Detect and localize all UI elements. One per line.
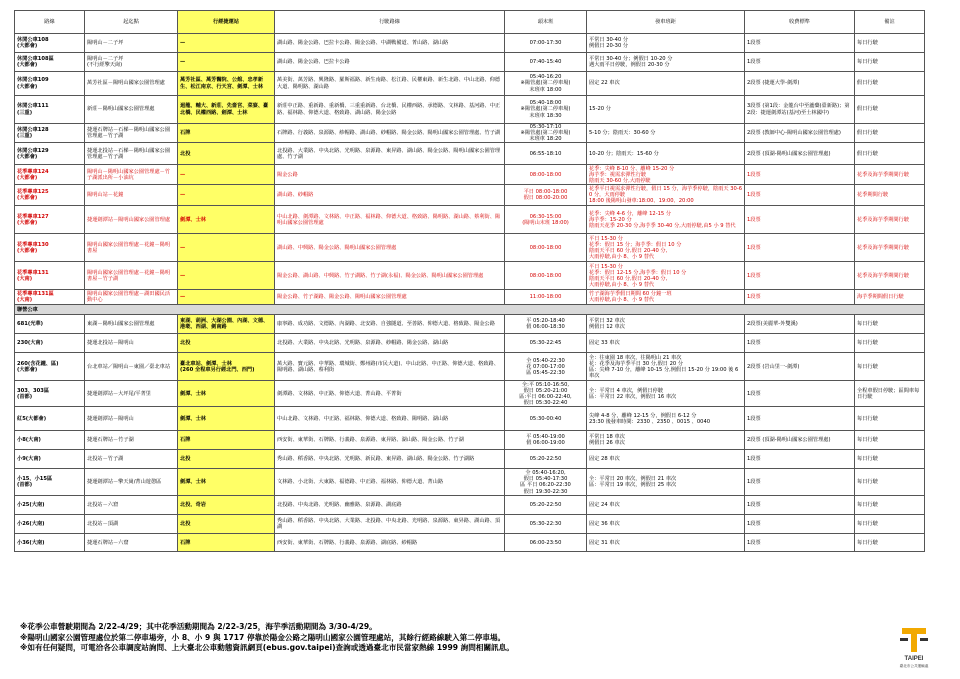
express-stations: — bbox=[178, 53, 275, 72]
header-stops: 行駛路線 bbox=[275, 11, 505, 34]
route-terminals: 捷運劍潭站－陽明山國家公園管理處 bbox=[85, 206, 178, 234]
express-stations: 石牌 bbox=[178, 431, 275, 450]
footnotes bbox=[20, 622, 780, 654]
headway: 平日 15-30 分 花季：假日 12-15 分,海芋季：假日 10 分 陰雨天平日 60 分,假日 20-40 分, 大雨停駛,由小 8、小 9 替代 bbox=[587, 262, 745, 290]
table-row bbox=[15, 450, 925, 469]
express-stations: — bbox=[178, 185, 275, 206]
route-stops: 秀山路、稻香路、中央北路、大業路、北投路、中央北路、光明路、泉源路、東昇路、湖山路、頂湖 bbox=[275, 515, 505, 534]
fare: 2段票(美麗華-外雙溪) bbox=[745, 315, 855, 334]
header-route: 路線 bbox=[15, 11, 85, 34]
route-stops: 湖山路、紗帽路 bbox=[275, 185, 505, 206]
route-terminals: 萬芳社區－陽明山國家公園管理處 bbox=[85, 72, 178, 96]
headway: 全：平常日 4 車次，例假日停駛 區：平常日 22 車次，例假日 16 車次 bbox=[587, 381, 745, 407]
headway: 固定 28 車次 bbox=[587, 450, 745, 469]
note: 每日行駛 bbox=[855, 407, 925, 431]
header-headway: 發車班距 bbox=[587, 11, 745, 34]
fare: 1段票 bbox=[745, 34, 855, 53]
route-terminals: 陽明山國家公園管理處－花鐘－陽明書屋－竹子湖 bbox=[85, 262, 178, 290]
headway: 固定 33 車次 bbox=[587, 334, 745, 353]
note: 每日行駛 bbox=[855, 431, 925, 450]
route-terminals: 捷運北投站－陽明山 bbox=[85, 334, 178, 353]
express-stations: 劍潭、士林 bbox=[178, 469, 275, 496]
note: 花季及海芋季期間行駛 bbox=[855, 165, 925, 185]
header-terminals: 起迄點 bbox=[85, 11, 178, 34]
note: 每日行駛 bbox=[855, 334, 925, 353]
express-stations: — bbox=[178, 262, 275, 290]
note: 全程車假日停駛；區間車每日行駛 bbox=[855, 381, 925, 407]
table-row bbox=[15, 206, 925, 234]
express-stations: 劍潭、士林 bbox=[178, 381, 275, 407]
route-stops: 湖山路、陽金公路、巴拉卡公路 bbox=[275, 53, 505, 72]
headway: 平常日 30-40 分 例假日 20-30 分 bbox=[587, 34, 745, 53]
headway: 5-10 分；陰雨天：30-60 分 bbox=[587, 124, 745, 143]
route-name: 小15、小15區 (首都) bbox=[15, 469, 85, 496]
service-times: 平 05:20-18:40 假 06:00-18:30 bbox=[505, 315, 587, 334]
table-row bbox=[15, 96, 925, 124]
headway: 固定 24 車次 bbox=[587, 496, 745, 515]
fare: 1段票 bbox=[745, 515, 855, 534]
route-name: 花季專車124 (大都會) bbox=[15, 165, 85, 185]
headway: 花季平日視需求彈性行駛，假日 15 分，海芋季停駛，陰雨天 30-60 分，大雨停駛 18:00 後陽明山發車:18:00、19:00、20:00 bbox=[587, 185, 745, 206]
fare: 1段票 bbox=[745, 334, 855, 353]
route-stops: 西安街、東華街、石牌路、行義路、泉源路、湖底路、紗帽路 bbox=[275, 534, 505, 552]
headway: 固定 36 車次 bbox=[587, 515, 745, 534]
route-terminals: 陽明山－二子坪 bbox=[85, 34, 178, 53]
route-terminals: 陽明山站－花鐘 bbox=[85, 185, 178, 206]
headway: 15-20 分 bbox=[587, 96, 745, 124]
service-times: 05:30-00:40 bbox=[505, 407, 587, 431]
table-row bbox=[15, 34, 925, 53]
note: 每日行駛 bbox=[855, 353, 925, 381]
fare: 1段票 bbox=[745, 185, 855, 206]
route-name: 小25(大南) bbox=[15, 496, 85, 515]
table-row bbox=[15, 72, 925, 96]
route-name: 小9(大南) bbox=[15, 450, 85, 469]
express-stations: 劍潭、士林 bbox=[178, 407, 275, 431]
note: 每日行駛 bbox=[855, 450, 925, 469]
fare: 2段票 (教師中心-陽明山國家公園管理處) bbox=[745, 124, 855, 143]
express-stations: 北投 bbox=[178, 334, 275, 353]
service-times: 全 05:40-16:20, 假日 05:40-17:30 區 平日 06:20-22:30 假日 19:30-22:30 bbox=[505, 469, 587, 496]
note: 假日行駛 bbox=[855, 143, 925, 165]
headway: 竹子湖海芋季假日期間 60 分鐘一班 大雨停駛,由小 8、小 9 替代 bbox=[587, 290, 745, 305]
route-stops: 陽金公路、湖山路、中興路、竹子湖路、竹子湖(永福)、陽金公路、陽明山國家公園管理處 bbox=[275, 262, 505, 290]
note: 每日行駛 bbox=[855, 534, 925, 552]
footnote-season: ※花季公車營駛期間為 2/22-4/29；其中花季活動期間為 2/22-3/25，海芋季活動期間為 3/30-4/29。 bbox=[20, 622, 377, 631]
route-name: 休閒公車129 (大都會) bbox=[15, 143, 85, 165]
route-name: 紅5(大都會) bbox=[15, 407, 85, 431]
table-row bbox=[15, 381, 925, 407]
route-terminals: 捷運石牌站－竹子湖 bbox=[85, 431, 178, 450]
route-stops: 西安街、東華街、石牌路、行義路、泉源路、東昇路、湖山路、陽金公路、竹子湖 bbox=[275, 431, 505, 450]
express-stations: 北投、奇岩 bbox=[178, 496, 275, 515]
table-row bbox=[15, 143, 925, 165]
headway: 全：平常日 20 車次，例假日 21 車次 區：平常日 19 車次，例假日 25 車次 bbox=[587, 469, 745, 496]
route-stops: 秀山路、稻香路、中央北路、光明路、新民路、東昇路、湖山路、陽金公路、竹子湖路 bbox=[275, 450, 505, 469]
route-name: 花季專車131 (大南) bbox=[15, 262, 85, 290]
table-row bbox=[15, 469, 925, 496]
express-stations: — bbox=[178, 290, 275, 305]
express-stations: — bbox=[178, 34, 275, 53]
taipei-transport-logo bbox=[898, 626, 930, 666]
route-name: 小36(大南) bbox=[15, 534, 85, 552]
table-header-row bbox=[15, 11, 925, 34]
headway: 固定 31 車次 bbox=[587, 534, 745, 552]
route-stops: 劍潭路、文林路、中正路、仰德大道、菁山路、平菁街 bbox=[275, 381, 505, 407]
route-stops: 石牌路、行義路、泉源路、紗帽路、湖山路、紗帽路、陽金公路、陽明山國家公園管理處、竹子湖 bbox=[275, 124, 505, 143]
route-name: 小26(大南) bbox=[15, 515, 85, 534]
service-times: 06:00-23:50 bbox=[505, 534, 587, 552]
table-row bbox=[15, 315, 925, 334]
route-stops: 新莊中正路、重新路、重新橋、三重重新路、台北橋、民權西路、承德路、文林路、基河路、中正路、福林路、仰德大道、格致路、湖山路、陽金公路 bbox=[275, 96, 505, 124]
section-row bbox=[15, 305, 925, 315]
header-express: 行經捷運站 bbox=[178, 11, 275, 34]
header-fare: 收費標準 bbox=[745, 11, 855, 34]
fare: 1段票 bbox=[745, 262, 855, 290]
route-terminals: 陽明山－陽明山國家公園管理處－竹子湖派出所－小油坑 bbox=[85, 165, 178, 185]
headway: 尖峰 4-8 分，離峰 12-15 分，例假日 6-12 分 23:30 後發車時間：2330 、2350 、0015 、0040 bbox=[587, 407, 745, 431]
table-row bbox=[15, 185, 925, 206]
service-times: 06:55-18:10 bbox=[505, 143, 587, 165]
service-times: 05:30-17:10 ※陽管處(第二停車場) 末班車 18:20 bbox=[505, 124, 587, 143]
service-times: 08:00-18:00 bbox=[505, 165, 587, 185]
headway: 平常日 32 車次 例假日 12 車次 bbox=[587, 315, 745, 334]
express-stations: 劍潭、士林 bbox=[178, 206, 275, 234]
route-terminals: 陽明山國家公園管理處－花鐘－陽明書屋 bbox=[85, 234, 178, 262]
section-label: 聯營公車 bbox=[15, 305, 925, 315]
service-times: 08:00-18:00 bbox=[505, 234, 587, 262]
fare: 1段票 bbox=[745, 407, 855, 431]
service-times: 平日 08:00-18:00 假日 08:00-20:00 bbox=[505, 185, 587, 206]
fare: 2段票 (頂湖-陽明山國家公園管理處) bbox=[745, 431, 855, 450]
route-terminals: 北投站－頂湖 bbox=[85, 515, 178, 534]
route-stops: 湖山路、中興路、陽金公路、陽明山國家公園管理處 bbox=[275, 234, 505, 262]
route-terminals: 捷運石牌站－石梯－陽明山國家公園管理處－竹子湖 bbox=[85, 124, 178, 143]
route-name: 花季專車130 (大都會) bbox=[15, 234, 85, 262]
route-terminals: 新莊－陽明山國家公園管理處 bbox=[85, 96, 178, 124]
fare: 1段票 bbox=[745, 206, 855, 234]
fare: 1段票 bbox=[745, 381, 855, 407]
express-stations: 北投 bbox=[178, 450, 275, 469]
headway: 花季：尖峰 8-10 分、離峰 15-20 分 海芋季：視需求彈性行駛 陰雨天 30-60 分,大雨停駛 bbox=[587, 165, 745, 185]
service-times: 05:40-18:00 ※陽管處(第二停車場) 末班車 18:30 bbox=[505, 96, 587, 124]
service-times: 05:40-16:20 ※陽管處(第二停車場) 末班車 18:00 bbox=[505, 72, 587, 96]
service-times: 07:00-17:30 bbox=[505, 34, 587, 53]
fare: 2段票 (岩山里一-劍潭) bbox=[745, 353, 855, 381]
note: 花季期間行駛 bbox=[855, 185, 925, 206]
route-stops: 萬美街、萬芳路、興隆路、羅斯福路、新生南路、松江路、民權東路、新生北路、中山北路、仰德大道、陽明路、湖山路 bbox=[275, 72, 505, 96]
fare: 1段票 bbox=[745, 234, 855, 262]
bus-schedule-table bbox=[14, 10, 925, 552]
fare: 1段票 bbox=[745, 469, 855, 496]
note: 假日行駛 bbox=[855, 96, 925, 124]
express-stations: 萬芳社區、萬芳醫院、公館、忠孝新生、松江南京、行天宮、劍潭、士林 bbox=[178, 72, 275, 96]
fare: 1段票 bbox=[745, 53, 855, 72]
route-terminals: 台北車站／陽明山－東園／臺北車站 bbox=[85, 353, 178, 381]
service-times: 07:40-15:40 bbox=[505, 53, 587, 72]
service-times: 06:30-15:00 (陽明山末班 18:00) bbox=[505, 206, 587, 234]
table-row bbox=[15, 353, 925, 381]
route-terminals: 陽明山－二子坪 (不行經擎天崗) bbox=[85, 53, 178, 72]
route-name: 花季專車127 (大都會) bbox=[15, 206, 85, 234]
table-body bbox=[15, 34, 925, 552]
route-stops: 萬大路、寶元路、中華路、環城街、鄭州路(市民大道)、中山北路、中正路、仰德大道、格致路、陽明路、湖山路、蔡利街 bbox=[275, 353, 505, 381]
fare: 2段票 (捷運大學-劍潭) bbox=[745, 72, 855, 96]
express-stations: — bbox=[178, 234, 275, 262]
route-stops: 中山北路、劍潭路、文林路、中正路、福林路、仰德大道、格致路、陽明路、湖山路、蔡利街、陽明山國家公園管理處 bbox=[275, 206, 505, 234]
route-terminals: 捷運劍潭站－陽明山 bbox=[85, 407, 178, 431]
route-stops: 湖山路、陽金公路、巴拉卡公路、陽金公路、中湖戰備道、菁山路、湖山路 bbox=[275, 34, 505, 53]
route-terminals: 陽明山國家公園管理處－湖田國民活動中心 bbox=[85, 290, 178, 305]
route-name: 681(光華) bbox=[15, 315, 85, 334]
note: 每日行駛 bbox=[855, 496, 925, 515]
service-times: 全:平 05:10-16:50, 假日 05:20-21:00 區:平日 06:00-22:40, 假日 05:30-22:40 bbox=[505, 381, 587, 407]
note: 花季及海芋季期間行駛 bbox=[855, 234, 925, 262]
table-row bbox=[15, 334, 925, 353]
headway: 全：往東園 18 車次，往陽明山 21 車次 花：花季及海芋季平日 30 分,假日 20 分 區：尖峰 7-10 分，離峰 10-15 分,例假日 15-20 分 19:00 後 6 車次 bbox=[587, 353, 745, 381]
fare: 2段票 (頂湖-陽明山國家公園管理處) bbox=[745, 143, 855, 165]
service-times: 05:20-22:50 bbox=[505, 496, 587, 515]
route-name: 休閒公車109 (大都會) bbox=[15, 72, 85, 96]
route-name: 303、303區 (首都) bbox=[15, 381, 85, 407]
headway: 平常日 18 車次 例假日 26 車次 bbox=[587, 431, 745, 450]
header-note: 備註 bbox=[855, 11, 925, 34]
route-name: 休閒公車111 (三重) bbox=[15, 96, 85, 124]
table-row bbox=[15, 515, 925, 534]
express-stations: — bbox=[178, 165, 275, 185]
headway: 花季：尖峰 4-6 分，離峰 12-15 分 海芋季：15-20 分 陰雨天花季 20-30 分,海芋季 30-40 分,大雨停駛,由5 小 9 替代 bbox=[587, 206, 745, 234]
table-row bbox=[15, 534, 925, 552]
headway: 平常日 30-40 分；例假日 10-20 分 遇大雨平日停駛，例假日 20-30 分 bbox=[587, 53, 745, 72]
route-name: 小8(大南) bbox=[15, 431, 85, 450]
note: 海芋季期間假日行駛 bbox=[855, 290, 925, 305]
route-stops: 北投路、中央北路、光明路、幽雅路、泉源路、湖底路 bbox=[275, 496, 505, 515]
note: 花季及海芋季期間行駛 bbox=[855, 262, 925, 290]
note: 每日行駛 bbox=[855, 515, 925, 534]
table-row bbox=[15, 431, 925, 450]
fare: 1段票 bbox=[745, 165, 855, 185]
route-stops: 北投路、大業路、中央北路、光明路、泉源路、東昇路、湖山路、陽金公路、陽明山國家公園管理處、竹子湖 bbox=[275, 143, 505, 165]
note: 每日行駛 bbox=[855, 315, 925, 334]
express-stations: 北投 bbox=[178, 515, 275, 534]
route-stops: 陽金公路 bbox=[275, 165, 505, 185]
logo-caption: 臺北市公共運輸處 bbox=[899, 664, 929, 668]
fare: 1段票 bbox=[745, 290, 855, 305]
note: 每日行駛 bbox=[855, 34, 925, 53]
route-name: 花季專車131區 (大南) bbox=[15, 290, 85, 305]
logo-wordmark: TAIPEI bbox=[904, 656, 924, 662]
route-stops: 中山北路、文林路、中正路、福林路、仰德大道、格致路、陽明路、湖山路 bbox=[275, 407, 505, 431]
express-stations: 北投 bbox=[178, 143, 275, 165]
header-times: 頭末班 bbox=[505, 11, 587, 34]
route-stops: 北投路、大業路、中央北路、光明路、泉源路、紗帽路、陽金公路、湖山路 bbox=[275, 334, 505, 353]
service-times: 11:00-18:00 bbox=[505, 290, 587, 305]
express-stations: 東湖、葫洲、大湖公園、內湖、文德、港墘、西湖、劍南路 bbox=[178, 315, 275, 334]
route-name: 230(大南) bbox=[15, 334, 85, 353]
headway: 10-20 分；陰雨天：15-60 分 bbox=[587, 143, 745, 165]
headway: 固定 22 車次 bbox=[587, 72, 745, 96]
route-stops: 文林路、小北街、大東路、福德路、中正路、福林路、仰德大道、菁山路 bbox=[275, 469, 505, 496]
table-row bbox=[15, 165, 925, 185]
route-terminals: 北投站－竹子湖 bbox=[85, 450, 178, 469]
service-times: 05:30-22:30 bbox=[505, 515, 587, 534]
route-terminals: 捷運北投站－石梯－陽明山國家公園管理處－竹子湖 bbox=[85, 143, 178, 165]
route-stops: 陽金公路、竹子湖路、陽金公路、陽明山國家公園管理處 bbox=[275, 290, 505, 305]
route-name: 休閒公車108區 (大都會) bbox=[15, 53, 85, 72]
express-stations: 迴龍、輔大、新莊、先嗇宮、菜寮、臺北橋、民權西路、劍潭、士林 bbox=[178, 96, 275, 124]
route-terminals: 捷運劍潭站－擎天崗/菁山遊憩區 bbox=[85, 469, 178, 496]
route-terminals: 東湖－陽明山國家公園管理處 bbox=[85, 315, 178, 334]
route-name: 休閒公車108 (大都會) bbox=[15, 34, 85, 53]
headway: 平日 15-30 分 花季：假日 15 分；海芋季：假日 10 分 陰雨天平日 60 分,假日 20-40 分, 大雨停駛,由小 8、小 9 替代 bbox=[587, 234, 745, 262]
table-row bbox=[15, 53, 925, 72]
express-stations: 石牌 bbox=[178, 534, 275, 552]
service-times: 05:30-22:45 bbox=[505, 334, 587, 353]
route-stops: 康寧路、成功路、文德路、內湖路、北安路、自強隧道、至善路、仰德大道、格致路、陽金公路 bbox=[275, 315, 505, 334]
service-times: 05:20-22:50 bbox=[505, 450, 587, 469]
service-times: 全 05:40-22:30 花 07:00-17:00 區 05:45-22:30 bbox=[505, 353, 587, 381]
route-terminals: 捷運劍潭站－大坪尾/平菁里 bbox=[85, 381, 178, 407]
route-name: 休閒公車128 (三重) bbox=[15, 124, 85, 143]
note: 假日行駛 bbox=[855, 124, 925, 143]
service-times: 平 05:40-19:00 假 06:00-19:00 bbox=[505, 431, 587, 450]
table-row bbox=[15, 496, 925, 515]
table-row bbox=[15, 234, 925, 262]
service-times: 08:00-18:00 bbox=[505, 262, 587, 290]
note: 假日行駛 bbox=[855, 72, 925, 96]
table-row bbox=[15, 290, 925, 305]
fare: 1段票 bbox=[745, 534, 855, 552]
fare: 3段票 (第1段：金龍台中至蘆藥(臺新路)；第2段：捷運劍潭站(基河)至士林國中) bbox=[745, 96, 855, 124]
table-row bbox=[15, 124, 925, 143]
route-terminals: 捷運石牌站－六窟 bbox=[85, 534, 178, 552]
table-row bbox=[15, 407, 925, 431]
route-name: 260(含花鐘、區) (大都會) bbox=[15, 353, 85, 381]
fare: 1段票 bbox=[745, 450, 855, 469]
route-terminals: 北投站－六窟 bbox=[85, 496, 178, 515]
note: 花季及海芋季期間行駛 bbox=[855, 206, 925, 234]
express-stations: 石牌 bbox=[178, 124, 275, 143]
table-row bbox=[15, 262, 925, 290]
fare: 1段票 bbox=[745, 496, 855, 515]
express-stations: 臺北車站、劍潭、士林 (260 全程車另行經北門、西門) bbox=[178, 353, 275, 381]
route-name: 花季專車125 (大都會) bbox=[15, 185, 85, 206]
note: 每日行駛 bbox=[855, 469, 925, 496]
footnote-contact: ※如有任何疑問，可電洽各公車調度站詢問、上大臺北公車動態資訊網頁(ebus.gov.taipei)查詢或透過臺北市民當家熱線 1999 詢問相關訊息。 bbox=[20, 643, 514, 653]
footnote-parking: ※陽明山國家公園管理處位於第二停車場旁，小 8、小 9 與 1717 停靠於陽金公路之陽明山國家公園管理處站，其餘行經路線駛入第二停車場。 bbox=[20, 632, 506, 642]
note: 每日行駛 bbox=[855, 53, 925, 72]
